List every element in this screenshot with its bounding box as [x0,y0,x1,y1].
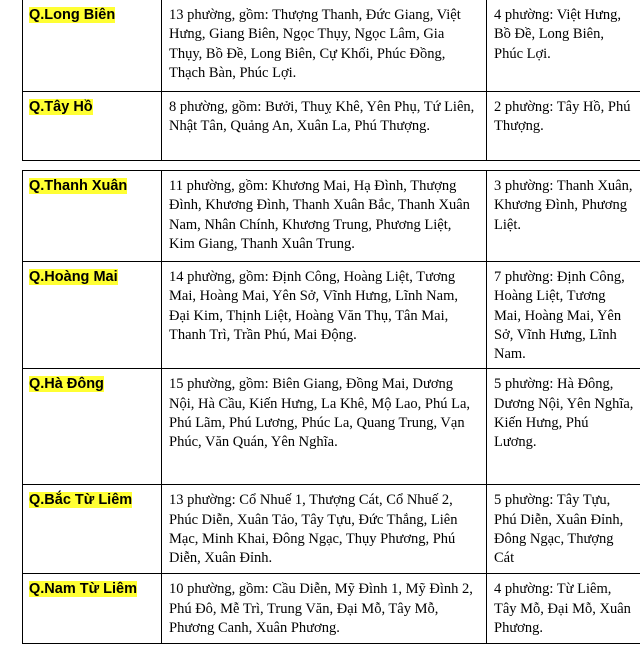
ward-merger-table-top [22,0,640,161]
district-name: Q.Thanh Xuân [29,178,128,194]
resulting-wards: 5 phường: Hà Đông, Dương Nội, Yên Nghĩa, Kiến Hưng, Phú Lương. [487,369,640,485]
district-name: Q.Nam Từ Liêm [29,581,137,598]
table-row [23,262,640,369]
table-row [23,0,640,92]
merged-wards: 8 phường, gồm: Bưởi, Thuỵ Khê, Yên Phụ, Tứ Liên, Nhật Tân, Quảng An, Xuân La, Phú Thượng. [162,92,487,161]
district-name: Q.Hà Đông [29,376,104,393]
merged-wards: 15 phường, gồm: Biên Giang, Đồng Mai, Dương Nội, Hà Cầu, Kiến Hưng, La Khê, Mộ Lao, Phú La, Phú Lãm, Phú Lương, Phúc La, Quang Trung, Vạn Phúc, Văn Quán, Yên Nghĩa. [162,369,487,485]
table-row [23,485,640,574]
resulting-wards: 3 phường: Thanh Xuân, Khương Đình, Phương Liệt. [487,171,640,262]
merged-wards: 13 phường: Cổ Nhuế 1, Thượng Cát, Cổ Nhuế 2, Phúc Diễn, Xuân Tảo, Tây Tựu, Đức Thắng, Liên Mạc, Minh Khai, Đông Ngạc, Thụy Phương, Phú Diễn, Xuân Đỉnh. [162,485,487,574]
table-row [23,171,640,262]
district-name: Q.Hoàng Mai [29,269,118,285]
district-name: Q.Tây Hồ [29,99,93,115]
merged-wards: 10 phường, gồm: Cầu Diễn, Mỹ Đình 1, Mỹ Đình 2, Phú Đô, Mễ Trì, Trung Văn, Đại Mỗ, Tây Mỗ, Phương Canh, Xuân Phương. [162,574,487,644]
resulting-wards: 4 phường: Từ Liêm, Tây Mỗ, Đại Mỗ, Xuân Phương. [487,574,640,644]
merged-wards: 13 phường, gồm: Thượng Thanh, Đức Giang, Việt Hưng, Giang Biên, Ngọc Thụy, Ngọc Lâm, Gia Thụy, Bồ Đề, Long Biên, Cự Khối, Phúc Đồng, Thạch Bàn, Phúc Lợi. [162,0,487,92]
table-row [23,369,640,485]
table-row [23,92,640,161]
resulting-wards: 4 phường: Việt Hưng, Bồ Đề, Long Biên, Phúc Lợi. [487,0,640,92]
table-row [23,574,640,644]
district-name: Q.Bắc Từ Liêm [29,492,133,509]
resulting-wards: 7 phường: Định Công, Hoàng Liệt, Tương Mai, Hoàng Mai, Yên Sở, Vĩnh Hưng, Lĩnh Nam. [487,262,640,369]
merged-wards: 11 phường, gồm: Khương Mai, Hạ Đình, Thượng Đình, Khương Đình, Thanh Xuân Bắc, Thanh Xuân Nam, Nhân Chính, Khương Trung, Phương Liệt, Kim Giang, Thanh Xuân Trung. [162,171,487,262]
district-name: Q.Long Biên [29,7,116,23]
resulting-wards: 5 phường: Tây Tựu, Phú Diễn, Xuân Đỉnh, Đông Ngạc, Thượng Cát [487,485,640,574]
ward-merger-table-bottom [22,170,640,644]
merged-wards: 14 phường, gồm: Định Công, Hoàng Liệt, Tương Mai, Hoàng Mai, Yên Sở, Vĩnh Hưng, Lĩnh Nam, Đại Kim, Thịnh Liệt, Hoàng Văn Thụ, Tân Mai, Thanh Trì, Trần Phú, Mai Động. [162,262,487,369]
resulting-wards: 2 phường: Tây Hồ, Phú Thượng. [487,92,640,161]
